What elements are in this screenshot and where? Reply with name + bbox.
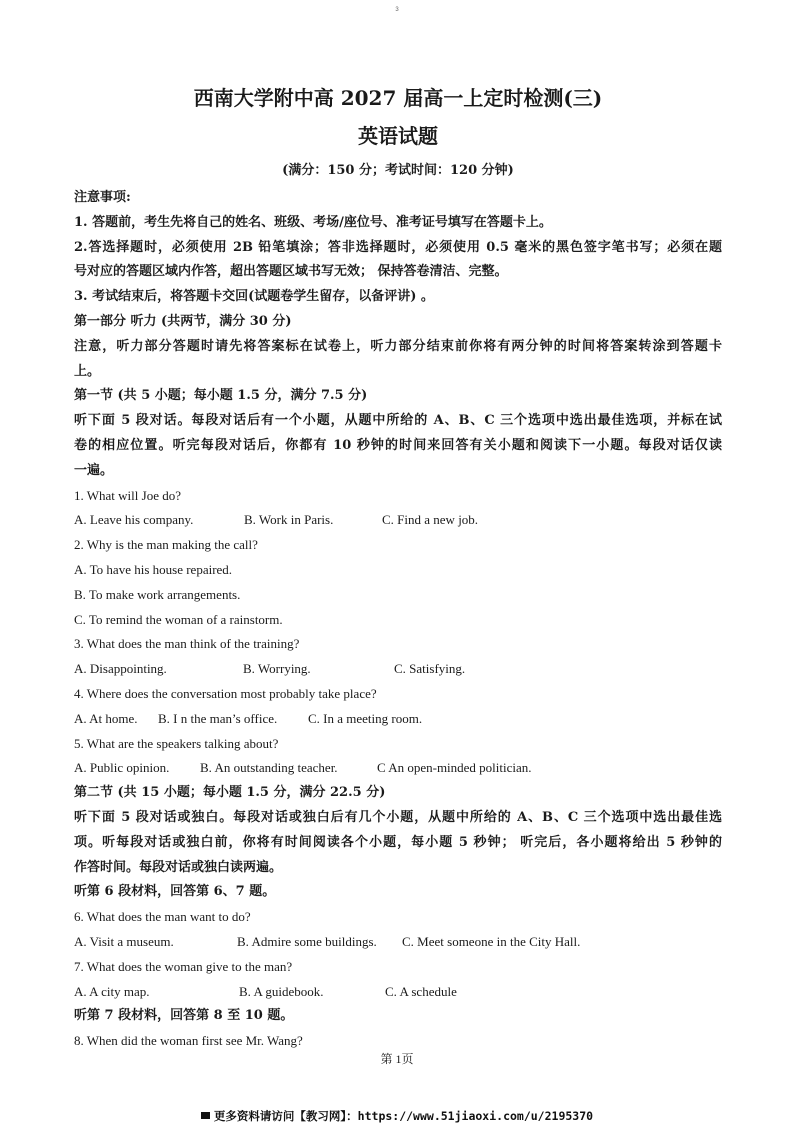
- footer-text: 更多资料请访问【教习网】：https://www.51jiaoxi.com/u/2195370: [213, 1109, 594, 1123]
- q2-option-a: A. To have his house repaired.: [74, 561, 233, 577]
- q1-option-c: C. Find a new job.: [382, 512, 479, 528]
- question-7-options: [74, 980, 722, 1005]
- q5-option-c: C An open-minded politician.: [377, 760, 532, 776]
- q1-option-b: B. Work in Paris.: [244, 512, 334, 528]
- q3-option-c: C. Satisfying.: [394, 661, 466, 677]
- note-item-2: 2.答选择题时，必须使用 2B 铅笔填涂；答非选择题时，必须使用 0.5 毫米的黑色签字笔书写；必须在题: [74, 239, 722, 255]
- section2-heading: 第二节 (共 15 小题；每小题 1.5 分，满分 22.5 分): [74, 785, 386, 801]
- question-6-options: [74, 930, 722, 955]
- q7-option-b: B. A guidebook.: [239, 983, 324, 999]
- question-8: 8. When did the woman first see Mr. Wang?: [74, 1033, 303, 1049]
- q6-option-c: C. Meet someone in the City Hall.: [402, 933, 581, 949]
- question-6: 6. What does the man want to do?: [74, 909, 251, 925]
- flag-icon: [201, 1112, 210, 1119]
- question-1: 1. What will Joe do?: [74, 487, 181, 503]
- q6-option-a: A. Visit a museum.: [74, 933, 174, 949]
- section2-instruction-cont: 项。听每段对话或独白前，你将有时间阅读各个小题，每小题 5 秒钟； 听完后，各小题将给出 5 秒钟的: [74, 834, 722, 850]
- question-2: 2. Why is the man making the call?: [74, 537, 258, 553]
- material-6-heading: 听第 6 段材料，回答第 6、7 题。: [74, 884, 276, 900]
- q1-option-a: A. Leave his company.: [74, 512, 194, 528]
- q4-option-c: C. In a meeting room.: [308, 710, 423, 726]
- section1-instruction-cont: 卷的相应位置。听完每段对话后，你都有 10 秒钟的时间来回答有关小题和阅读下一小题。每段对话仅读: [74, 437, 722, 453]
- material-7-heading: 听第 7 段材料，回答第 8 至 10 题。: [74, 1008, 294, 1024]
- q3-option-b: B. Worrying.: [243, 661, 311, 677]
- section1-heading: 第一节 (共 5 小题；每小题 1.5 分，满分 7.5 分): [74, 388, 368, 404]
- q5-option-a: A. Public opinion.: [74, 760, 170, 776]
- q2-option-c: C. To remind the woman of a rainstorm.: [74, 611, 283, 627]
- section1-instruction-end: 一遍。: [74, 462, 114, 478]
- note-item-2-cont: 号对应的答题区域内作答，超出答题区域书写无效； 保持答卷清洁、完整。: [74, 264, 508, 280]
- exam-page: [74, 84, 722, 1054]
- question-4: 4. Where does the conversation most probably take place?: [74, 685, 377, 701]
- q7-option-c: C. A schedule: [385, 983, 457, 999]
- note-item-1: 1. 答题前，考生先将自己的姓名、班级、考场/座位号、准考证号填写在答题卡上。: [74, 214, 552, 230]
- footer-link[interactable]: [0, 1108, 794, 1124]
- q7-option-a: A. A city map.: [74, 983, 150, 999]
- q6-option-b: B. Admire some buildings.: [237, 933, 377, 949]
- question-4-options: [74, 707, 722, 732]
- question-5: 5. What are the speakers talking about?: [74, 735, 279, 751]
- question-7: 7. What does the woman give to the man?: [74, 958, 293, 974]
- note-item-3: 3. 考试结束后，将答题卡交回(试题卷学生留存，以备评讲) 。: [74, 289, 434, 305]
- question-1-options: [74, 508, 722, 533]
- q4-option-b: B. I n the man’s office.: [158, 710, 278, 726]
- score-info: (满分：150 分；考试时间：120 分钟): [282, 163, 514, 178]
- q2-option-b: B. To make work arrangements.: [74, 586, 241, 602]
- section2-instruction: 听下面 5 段对话或独白。每段对话或独白后有几个小题，从题中所给的 A、B、C 三个选项中选出最佳选: [74, 809, 722, 825]
- part1-instruction-cont: 上。: [74, 363, 101, 379]
- page-top-mark: 3: [395, 7, 399, 13]
- exam-body: [74, 186, 722, 1054]
- section1-instruction: 听下面 5 段对话。每段对话后有一个小题，从题中所给的 A、B、C 三个选项中选出最佳选项，并标在试: [74, 413, 722, 429]
- question-5-options: [74, 756, 722, 781]
- part1-instruction: 注意，听力部分答题时请先将答案标在试卷上，听力部分结束前你将有两分钟的时间将答案转涂到答题卡: [74, 338, 722, 354]
- exam-title: 西南大学附中高 2027 届高一上定时检测(三): [193, 86, 603, 110]
- exam-subject: 英语试题: [358, 124, 438, 148]
- q5-option-b: B. An outstanding teacher.: [200, 760, 338, 776]
- notes-heading: 注意事项:: [74, 190, 131, 205]
- question-3: 3. What does the man think of the training?: [74, 636, 300, 652]
- question-3-options: [74, 657, 722, 682]
- section2-instruction-end: 作答时间。每段对话或独白读两遍。: [74, 859, 283, 875]
- page-number: 第 1页: [380, 1052, 414, 1066]
- q4-option-a: A. At home.: [74, 710, 138, 726]
- part1-heading: 第一部分 听力 (共两节，满分 30 分): [74, 313, 292, 329]
- q3-option-a: A. Disappointing.: [74, 661, 167, 677]
